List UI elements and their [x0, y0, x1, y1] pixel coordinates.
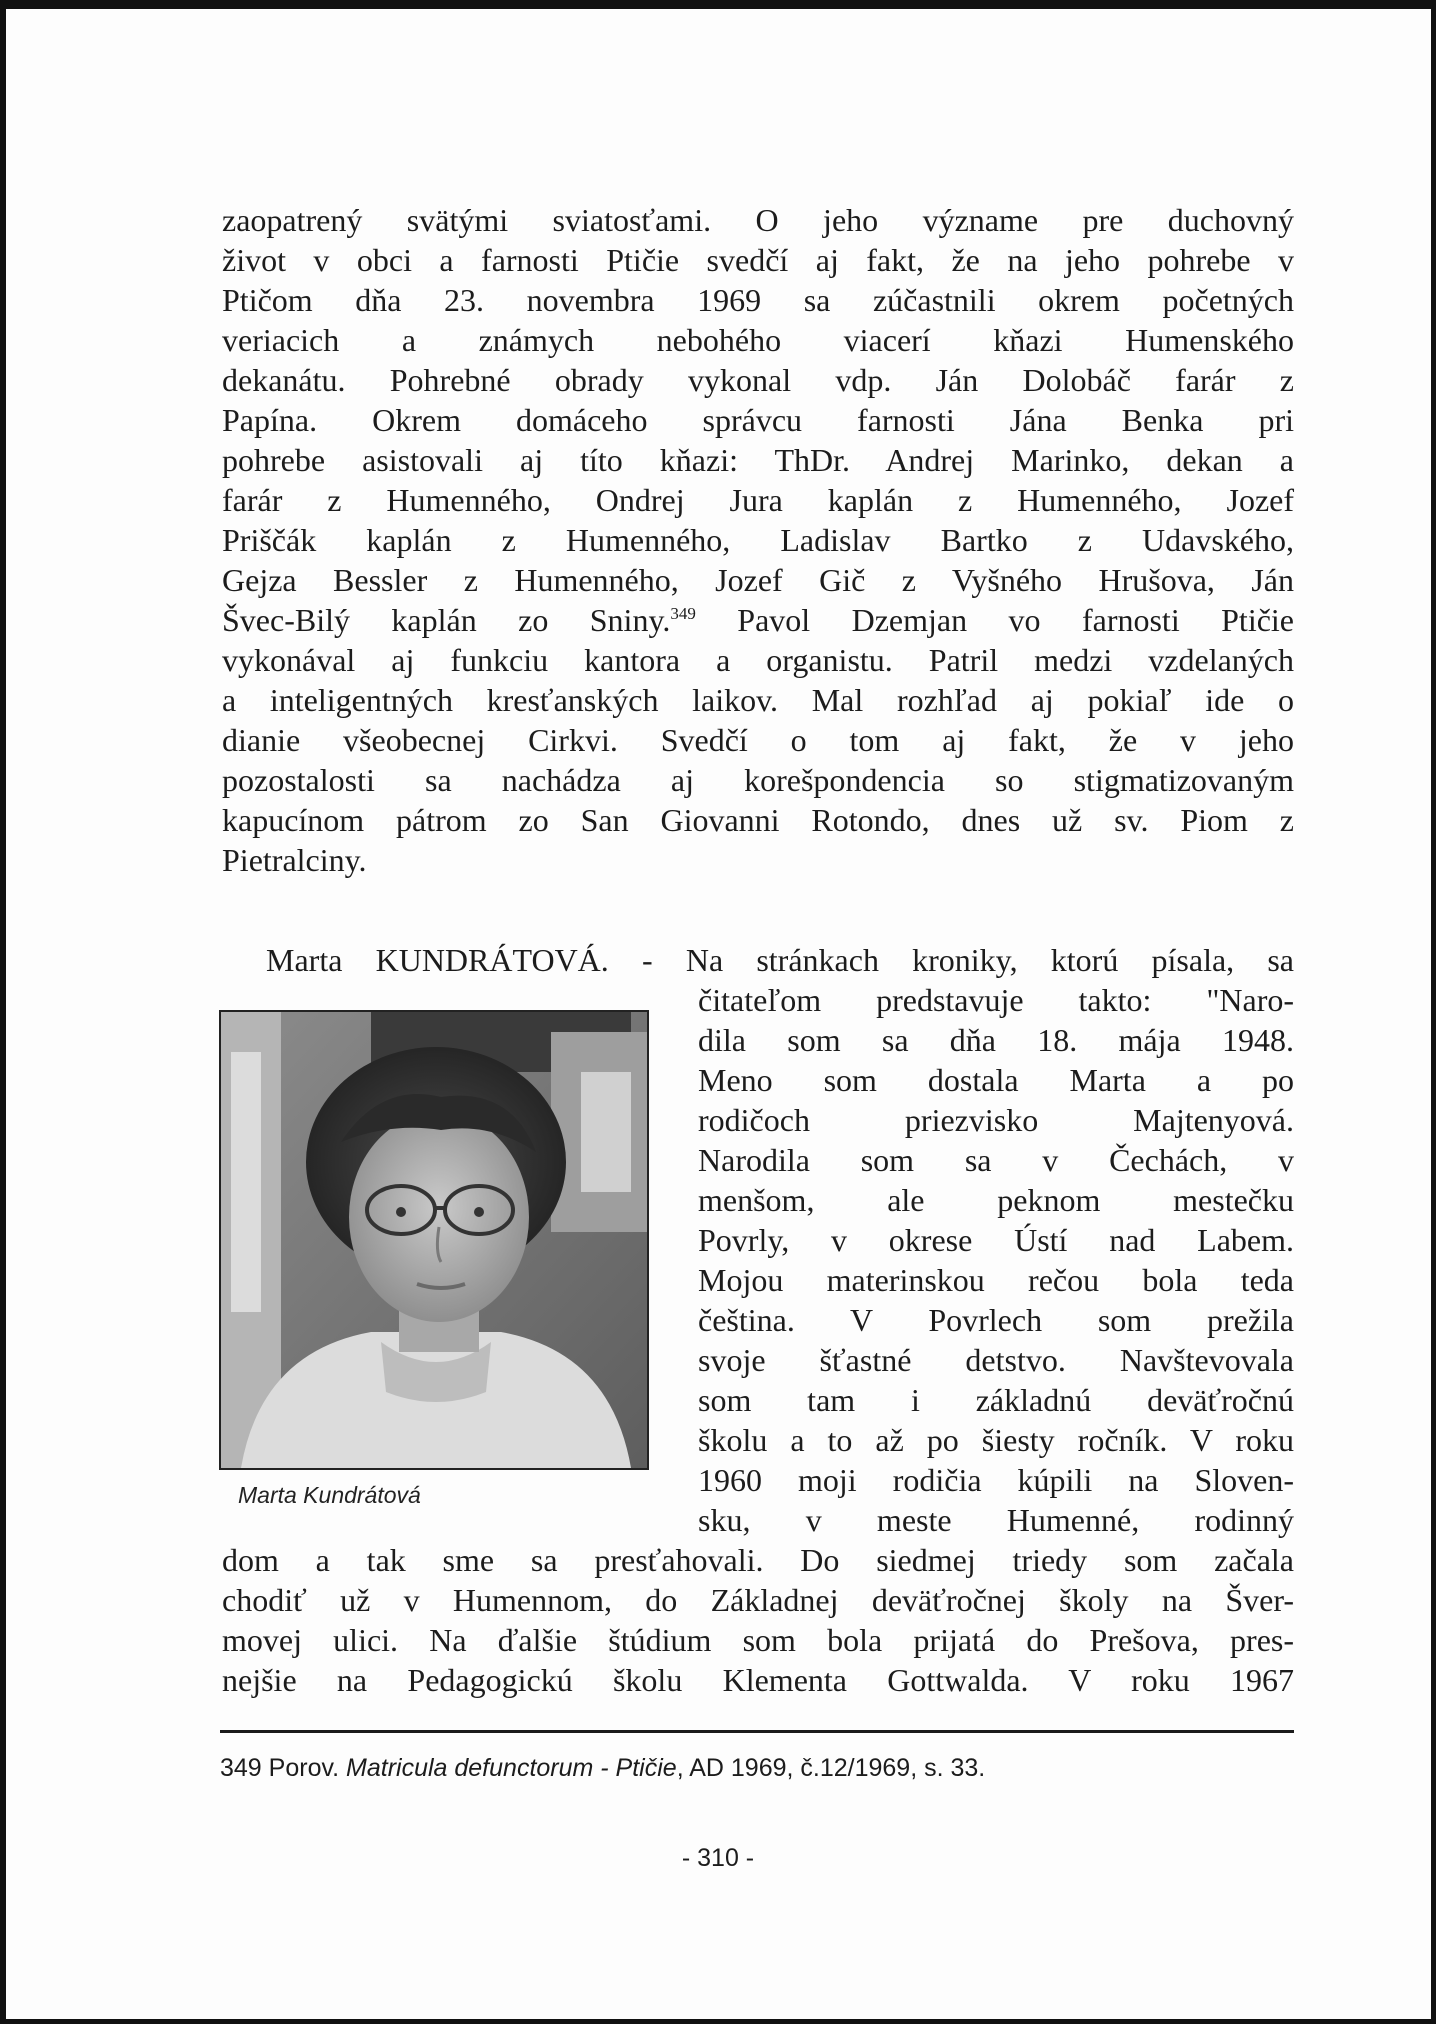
text-line: Meno som dostala Marta a po — [698, 1062, 1294, 1098]
text-line: menšom, ale peknom mestečku — [698, 1182, 1294, 1218]
footnote-reference: 349 — [670, 604, 696, 623]
page-number: - 310 - — [681, 1844, 755, 1872]
text-line: som tam i základnú deväťročnú — [698, 1382, 1294, 1418]
text-line: Gejza Bessler z Humenného, Jozef Gič z Vyšného Hrušova, Ján — [222, 562, 1294, 598]
text-line: pohrebe asistovali aj títo kňazi: ThDr. Andrej Marinko, dekan a — [222, 442, 1294, 478]
text-fragment: Švec-Bilý kaplán zo Sniny. — [222, 602, 671, 638]
text-line: dila som sa dňa 18. mája 1948. — [698, 1022, 1294, 1058]
text-line: Papína. Okrem domáceho správcu farnosti Jána Benka pri — [222, 402, 1294, 438]
text-fragment: Pavol Dzemjan vo farnosti Ptičie — [695, 602, 1295, 638]
text-line: zaopatrený svätými sviatosťami. O jeho význame pre duchovný — [222, 202, 1294, 238]
text-line: život v obci a farnosti Ptičie svedčí aj fakt, že na jeho pohrebe v — [222, 242, 1294, 278]
text-line: vykonával aj funkciu kantora a organistu. Patril medzi vzdelaných — [222, 642, 1294, 678]
text-line: 1960 moji rodičia kúpili na Sloven- — [698, 1462, 1294, 1498]
portrait-photo — [219, 1010, 649, 1470]
text-fragment: - Na stránkach kroniky, ktorú písala, sa — [608, 942, 1295, 978]
text-line: Narodila som sa v Čechách, v — [698, 1142, 1294, 1178]
text-line: a inteligentných kresťanských laikov. Mal rozhľad aj pokiaľ ide o — [222, 682, 1294, 718]
text-line: nejšie na Pedagogickú školu Klementa Gottwalda. V roku 1967 — [222, 1662, 1294, 1698]
footnote-suffix: , AD 1969, č.12/1969, s. 33. — [676, 1754, 986, 1782]
text-line: dekanátu. Pohrebné obrady vykonal vdp. Ján Dolobáč farár z — [222, 362, 1294, 398]
portrait-image — [221, 1012, 647, 1468]
text-line: čitateľom predstavuje takto: "Naro- — [698, 982, 1294, 1018]
person-name: Marta KUNDRÁTOVÁ. — [266, 942, 609, 978]
text-line: Mojou materinskou rečou bola teda — [698, 1262, 1294, 1298]
text-line: Povrly, v okrese Ústí nad Labem. — [698, 1222, 1294, 1258]
text-line: rodičoch priezvisko Majtenyová. — [698, 1102, 1294, 1138]
text-line: Priščák kaplán z Humenného, Ladislav Bartko z Udavského, — [222, 522, 1294, 558]
photo-caption: Marta Kundrátová — [238, 1482, 421, 1508]
text-line-heading — [266, 940, 1294, 980]
text-line: veriacich a známych nebohého viacerí kňazi Humenského — [222, 322, 1294, 358]
text-line: školu a to až po šiesty ročník. V roku — [698, 1422, 1294, 1458]
text-line: chodiť už v Humennom, do Základnej deväťročnej školy na Šver- — [222, 1582, 1294, 1618]
text-line: kapucínom pátrom zo San Giovanni Rotondo, dnes už sv. Piom z — [222, 802, 1294, 838]
text-line-footnote-ref — [222, 600, 1294, 640]
text-line: movej ulici. Na ďalšie štúdium som bola prijatá do Prešova, pres- — [222, 1622, 1294, 1658]
text-line: Pietralciny. — [222, 842, 367, 878]
footnote-prefix: Porov. — [261, 1754, 347, 1782]
text-line: farár z Humenného, Ondrej Jura kaplán z Humenného, Jozef — [222, 482, 1294, 518]
text-line: Ptičom dňa 23. novembra 1969 sa zúčastnili okrem početných — [222, 282, 1294, 318]
text-line: dianie všeobecnej Cirkvi. Svedčí o tom aj fakt, že v jeho — [222, 722, 1294, 758]
footnote-divider — [220, 1730, 1294, 1733]
text-line: pozostalosti sa nachádza aj korešpondencia so stigmatizovaným — [222, 762, 1294, 798]
footnote-number: 349 — [220, 1754, 262, 1782]
footnote-title: Matricula defunctorum - Ptičie — [346, 1754, 677, 1782]
text-line: dom a tak sme sa presťahovali. Do siedmej triedy som začala — [222, 1542, 1294, 1578]
text-line: čeština. V Povrlech som prežila — [698, 1302, 1294, 1338]
text-line: svoje šťastné detstvo. Navštevovala — [698, 1342, 1294, 1378]
footnote — [220, 1750, 985, 1786]
text-line: sku, v meste Humenné, rodinný — [698, 1502, 1294, 1538]
